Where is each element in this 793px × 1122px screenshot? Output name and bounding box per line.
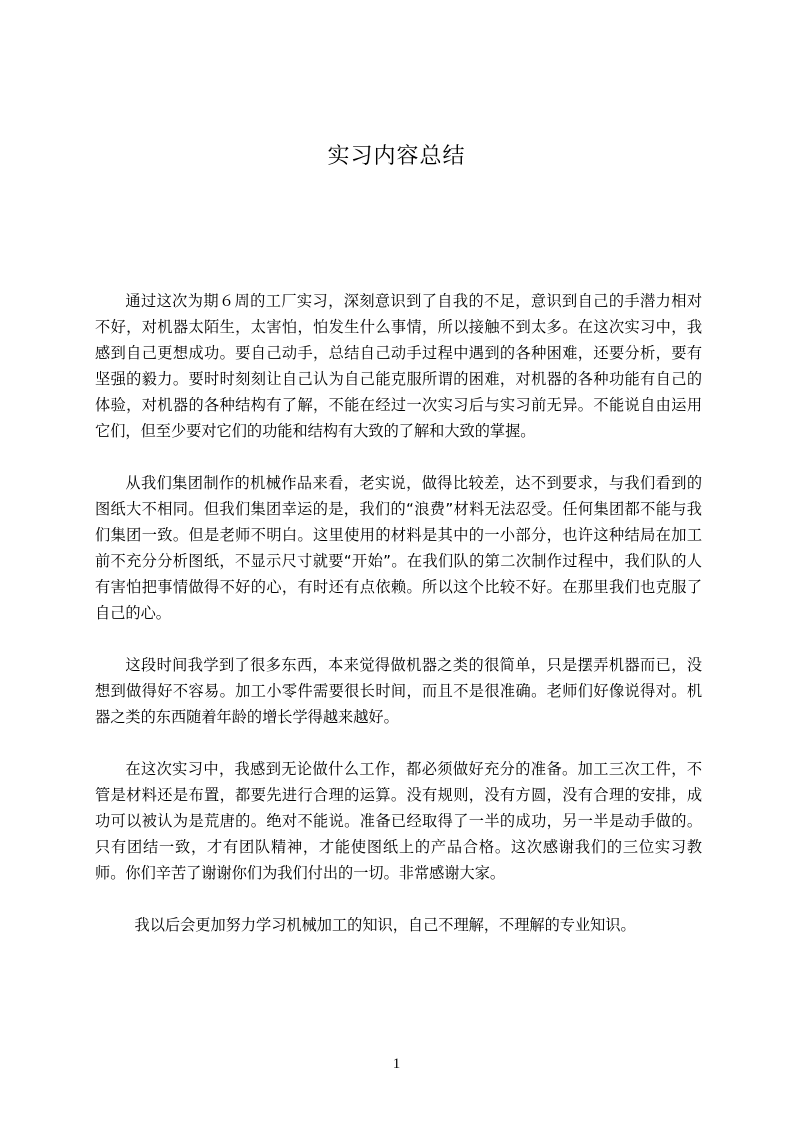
paragraph-2: 从我们集团制作的机械作品来看，老实说，做得比较差，达不到要求，与我们看到的图纸大不相同。但我们集团幸运的是，我们的“浪费”材料无法忍受。任何集团都不能与我们集团一致。但是老师不明白。这里使用的材料是其中的一小部分，也许这种结局在加工前不充分分析图纸，不显示尺寸就要“开始”。在我们队的第二次制作过程中，我们队的人有害怕把事情做得不好的心，有时还有点依赖。所以这个比较不好。在那里我们也克服了自己的心。 — [95, 474, 702, 622]
page-title: 实习内容总结 — [327, 144, 466, 169]
paragraph-1: 通过这次为期６周的工厂实习，深刻意识到了自我的不足，意识到自己的手潜力相对不好，对机器太陌生，太害怕，怕发生什么事情，所以接触不到太多。在这次实习中，我感到自己更想成功。要自己动手，总结自己动手过程中遇到的各种困难，还要分析，要有坚强的毅力。要时时刻刻让自己认为自己能克服所谓的困难，对机器的各种功能有自己的体验，对机器的各种结构有了解，不能在经过一次实习后与实习前无异。不能说自由运用它们，但至少要对它们的功能和结构有大致的了解和大致的掌握。 — [95, 292, 702, 440]
paragraph-3: 这段时间我学到了很多东西，本来觉得做机器之类的很简单，只是摆弄机器而已，没想到做得好不容易。加工小零件需要很长时间，而且不是很准确。老师们好像说得对。机器之类的东西随着年龄的增长学得越来越好。 — [95, 656, 702, 726]
page-number: 1 — [392, 1056, 401, 1072]
paragraph-5: 我以后会更加努力学习机械加工的知识，自己不理解，不理解的专业知识。 — [134, 916, 636, 934]
document-body — [95, 288, 702, 964]
paragraph-4: 在这次实习中，我感到无论做什么工作，都必须做好充分的准备。加工三次工件，不管是材料还是布置，都要先进行合理的运算。没有规则，没有方圆，没有合理的安排，成功可以被认为是荒唐的。绝对不能说。准备已经取得了一半的成功，另一半是动手做的。只有团结一致，才有团队精神，才能使图纸上的产品合格。这次感谢我们的三位实习教师。你们辛苦了谢谢你们为我们付出的一切。非常感谢大家。 — [95, 760, 702, 882]
